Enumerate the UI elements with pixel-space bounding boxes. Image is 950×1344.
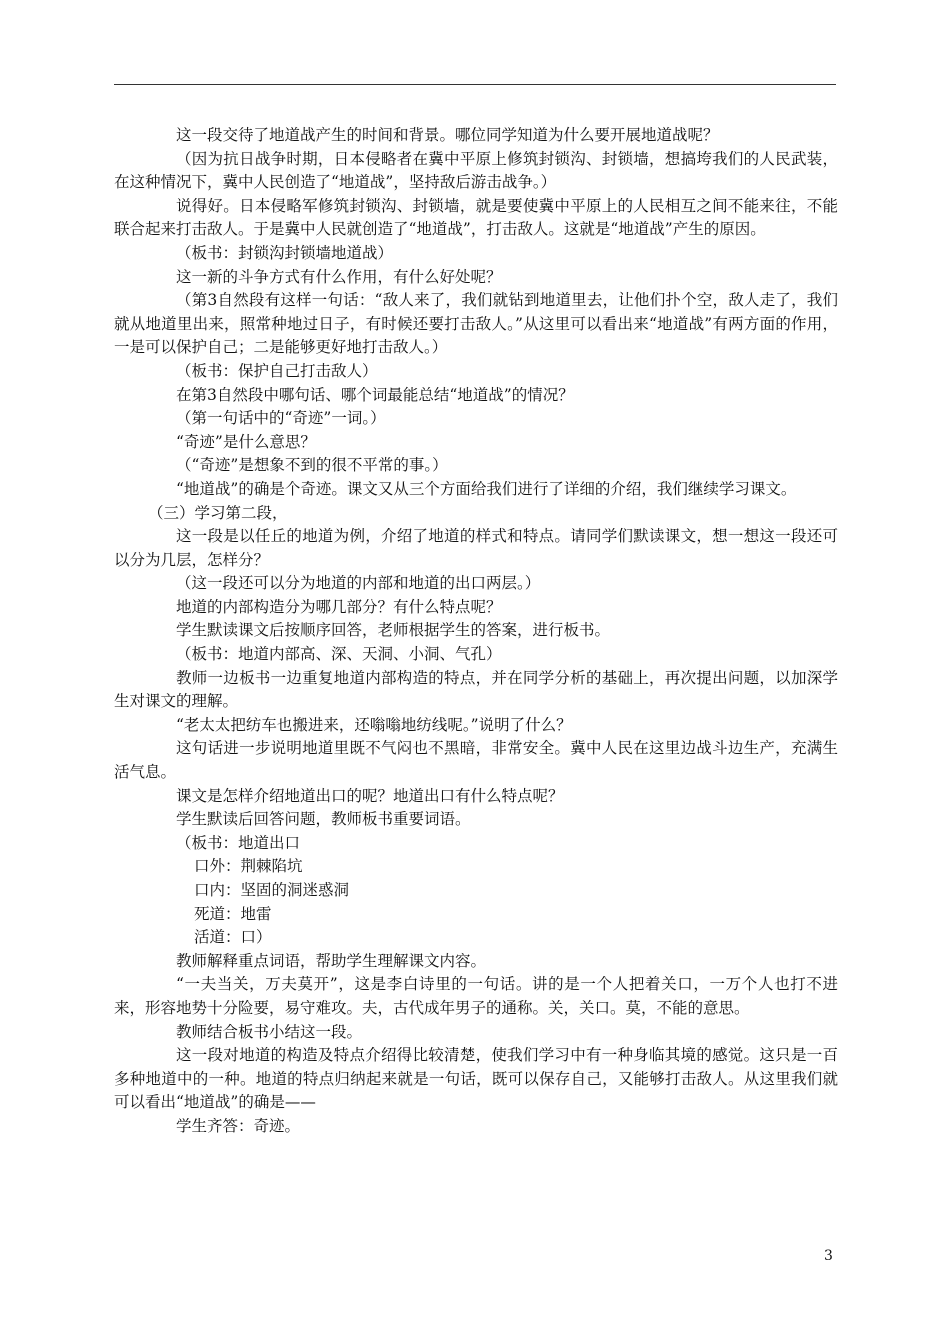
paragraph: 课文是怎样介绍地道出口的呢？地道出口有什么特点呢？: [176, 786, 564, 805]
paragraph: 这一段是以任丘的地道为例，介绍了地道的样式和特点。请同学们默读课文，想一想这一段还可以分为几层，怎样分？: [114, 527, 838, 569]
board-note-item: 活道：口）: [194, 928, 272, 947]
paragraph: “奇迹”是什么意思？: [176, 432, 316, 451]
board-note: （板书：封锁沟封锁墙地道战）: [176, 243, 394, 262]
header-rule: [114, 84, 836, 85]
paragraph: “老太太把纺车也搬进来，还嗡嗡地纺线呢。”说明了什么？: [176, 715, 572, 734]
paragraph: 学生默读课文后按顺序回答，老师根据学生的答案，进行板书。: [176, 621, 611, 640]
paragraph: 这一新的斗争方式有什么作用，有什么好处呢？: [176, 267, 502, 286]
paragraph: 这一段交待了地道战产生的时间和背景。哪位同学知道为什么要开展地道战呢？: [176, 126, 719, 144]
document-body: [114, 124, 838, 1139]
board-note-item: 口外：荆棘陷坑: [194, 857, 303, 876]
board-note: （板书：保护自己打击敌人）: [176, 361, 378, 380]
paragraph: 说得好。日本侵略军修筑封锁沟、封锁墙，就是要使冀中平原上的人民相互之间不能来往，不能联合起来打击敌人。于是冀中人民就创造了“地道战”，打击敌人。这就是“地道战”产生的原因。: [114, 196, 838, 239]
board-note-item: 口内：坚固的洞迷惑洞: [194, 881, 350, 899]
paragraph: “一夫当关，万夫莫开”，这是李白诗里的一句话。讲的是一个人把着关口，一万个人也打不进来，形容地势十分险要，易守难攻。夫，古代成年男子的通称。关，关口。莫，不能的意思。: [114, 975, 838, 1017]
paragraph: 教师一边板书一边重复地道内部构造的特点，并在同学分析的基础上，再次提出问题，以加深学生对课文的理解。: [114, 668, 838, 711]
page-number: 3: [824, 1248, 833, 1264]
paragraph: （这一段还可以分为地道的内部和地道的出口两层。）: [176, 574, 541, 593]
paragraph: 学生齐答：奇迹。: [176, 1116, 301, 1135]
board-note: （板书：地道内部高、深、天洞、小洞、气孔）: [176, 645, 502, 664]
paragraph: （第3自然段有这样一句话：“敌人来了，我们就钻到地道里去，让他们扑个空，敌人走了，我们就从地道里出来，照常种地过日子，有时候还要打击敌人。”从这里可以看出来“地道战”有两方面的作用，一是可以保护自己；二是能够更好地打击敌人。）: [114, 291, 838, 357]
paragraph: 这一段对地道的构造及特点介绍得比较清楚，使我们学习中有一种身临其境的感觉。这只是一百多种地道中的一种。地道的特点归纳起来就是一句话，既可以保存自己，又能够打击敌人。从这里我们就可以看出“地道战”的确是——: [114, 1046, 838, 1112]
paragraph: 学生默读后回答问题，教师板书重要词语。: [176, 810, 471, 829]
paragraph: 这句话进一步说明地道里既不气闷也不黑暗，非常安全。冀中人民在这里边战斗边生产，充满生活气息。: [114, 739, 838, 782]
paragraph: 在第3自然段中哪句话、哪个词最能总结“地道战”的情况？: [176, 385, 574, 404]
paragraph: 教师解释重点词语，帮助学生理解课文内容。: [176, 951, 487, 970]
paragraph: （因为抗日战争时期，日本侵略者在冀中平原上修筑封锁沟、封锁墙，想搞垮我们的人民武装，在这种情况下，冀中人民创造了“地道战”，坚持敌后游击战争。）: [114, 149, 838, 192]
paragraph: 地道的内部构造分为哪几部分？有什么特点呢？: [176, 597, 502, 616]
paragraph: （“奇迹”是想象不到的很不平常的事。）: [176, 456, 448, 475]
paragraph: 教师结合板书小结这一段。: [176, 1022, 363, 1041]
board-note: （板书：地道出口: [176, 833, 301, 852]
paragraph: “地道战”的确是个奇迹。课文又从三个方面给我们进行了详细的介绍，我们继续学习课文。: [176, 479, 797, 498]
paragraph: （第一句话中的“奇迹”一词。）: [176, 409, 386, 428]
section-heading: （三）学习第二段，: [148, 503, 288, 522]
board-note-item: 死道：地雷: [194, 904, 272, 923]
